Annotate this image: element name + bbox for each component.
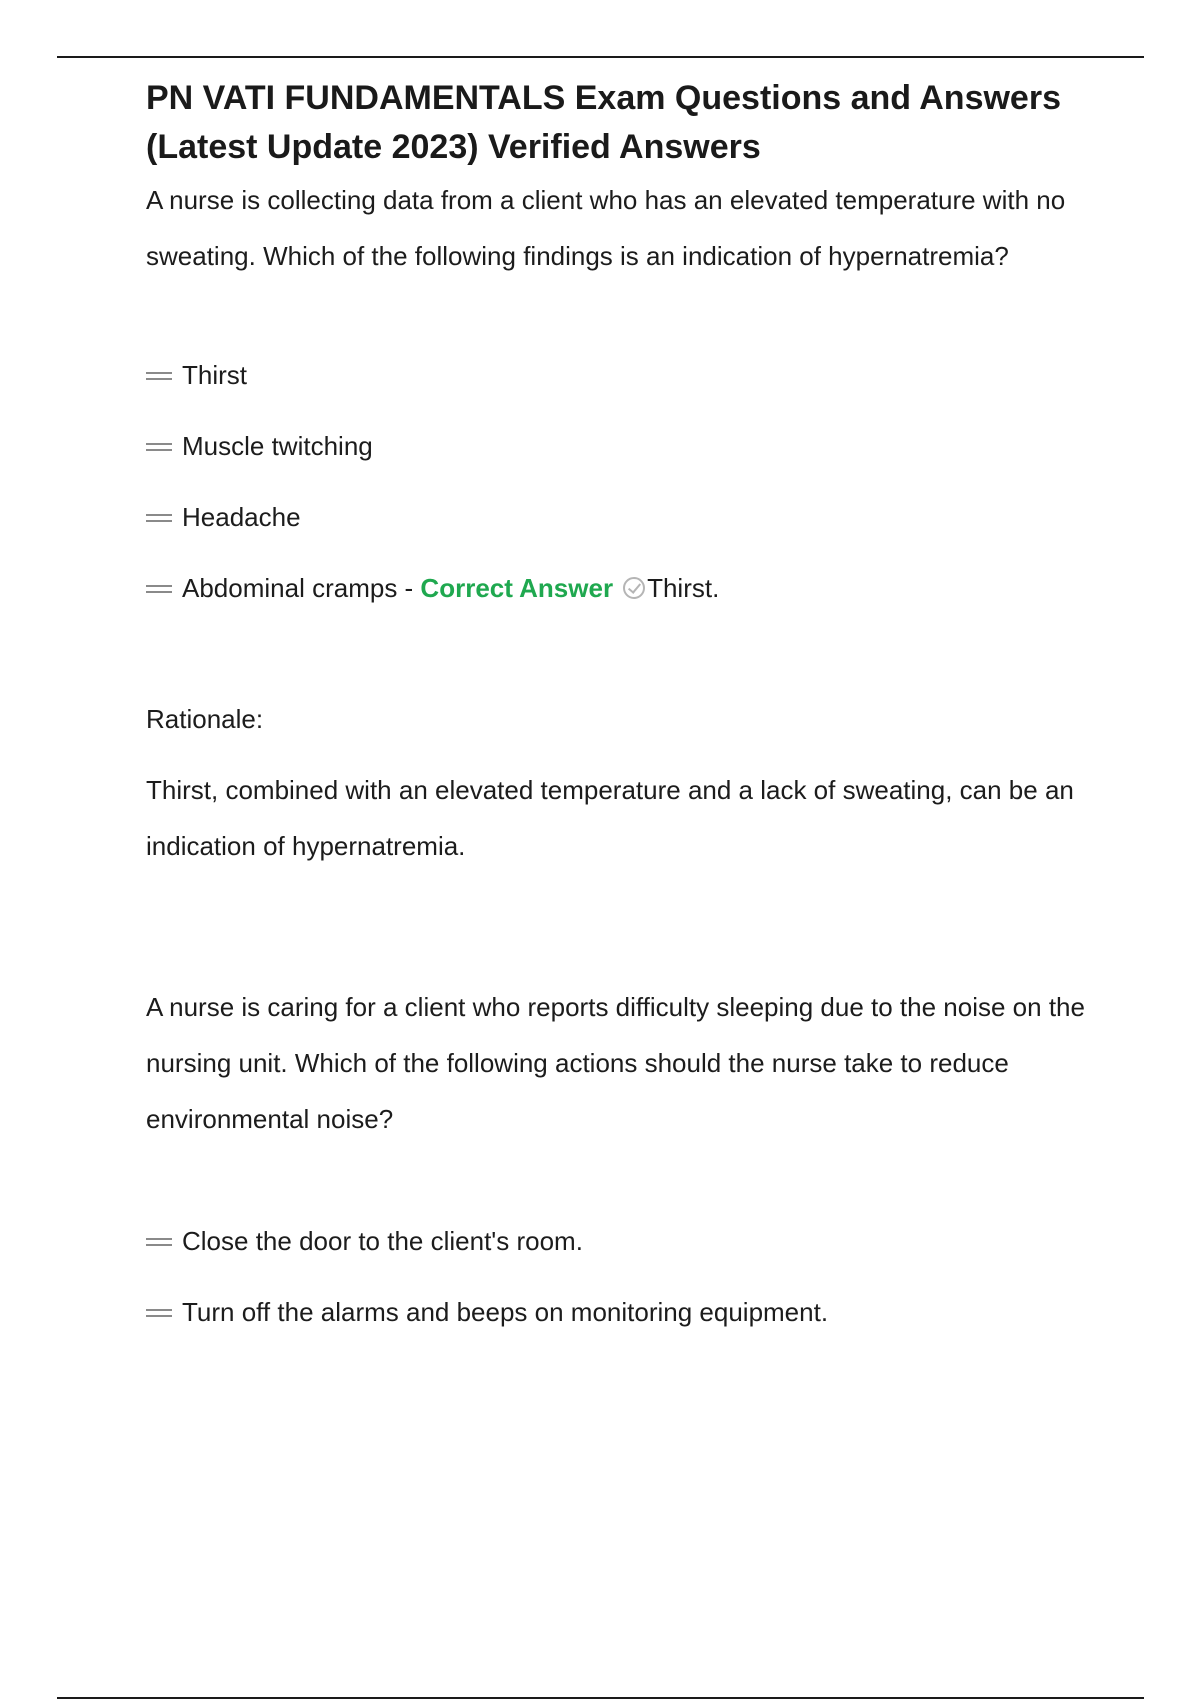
double-line-bullet-icon	[146, 585, 172, 593]
question-2-option	[146, 1295, 1086, 1329]
check-circle-icon	[623, 577, 645, 599]
option-text: Headache	[182, 502, 301, 532]
question-2-prompt: A nurse is caring for a client who reports difficulty sleeping due to the noise on the nursing unit. Which of the following actions should the nurse take to reduce environmental noise?	[146, 992, 1085, 1134]
double-line-bullet-icon	[146, 514, 172, 522]
rationale-text: Thirst, combined with an elevated temperature and a lack of sweating, can be an indication of hypernatremia.	[146, 775, 1074, 861]
rationale-heading: Rationale:	[146, 704, 264, 734]
option-text: Thirst	[182, 360, 247, 390]
option-text: Muscle twitching	[182, 431, 373, 461]
correct-answer-label: Correct Answer	[420, 573, 614, 603]
correct-answer-value: Thirst.	[647, 573, 720, 603]
double-line-bullet-icon	[146, 1309, 172, 1317]
double-line-bullet-icon	[146, 372, 172, 380]
question-1-option	[146, 429, 1086, 463]
question-1-options	[146, 358, 1086, 605]
top-divider	[57, 56, 1144, 58]
question-1-option-with-answer	[146, 571, 1086, 605]
document-title: PN VATI FUNDAMENTALS Exam Questions and Answers (Latest Update 2023) Verified Answers	[146, 79, 1061, 166]
option-text: Abdominal cramps	[182, 573, 398, 603]
question-2-option	[146, 1224, 1086, 1258]
question-2-options	[146, 1224, 1086, 1329]
double-line-bullet-icon	[146, 443, 172, 451]
answer-separator: -	[397, 573, 421, 603]
double-line-bullet-icon	[146, 1238, 172, 1246]
document-body	[146, 74, 1086, 1366]
option-text: Turn off the alarms and beeps on monitoring equipment.	[182, 1297, 829, 1327]
question-1-prompt: A nurse is collecting data from a client who has an elevated temperature with no sweating. Which of the following findings is an indication of hypernatremia?	[146, 185, 1066, 271]
question-1-option	[146, 500, 1086, 534]
bottom-divider	[57, 1697, 1144, 1699]
option-text: Close the door to the client's room.	[182, 1226, 583, 1256]
question-1-option	[146, 358, 1086, 392]
